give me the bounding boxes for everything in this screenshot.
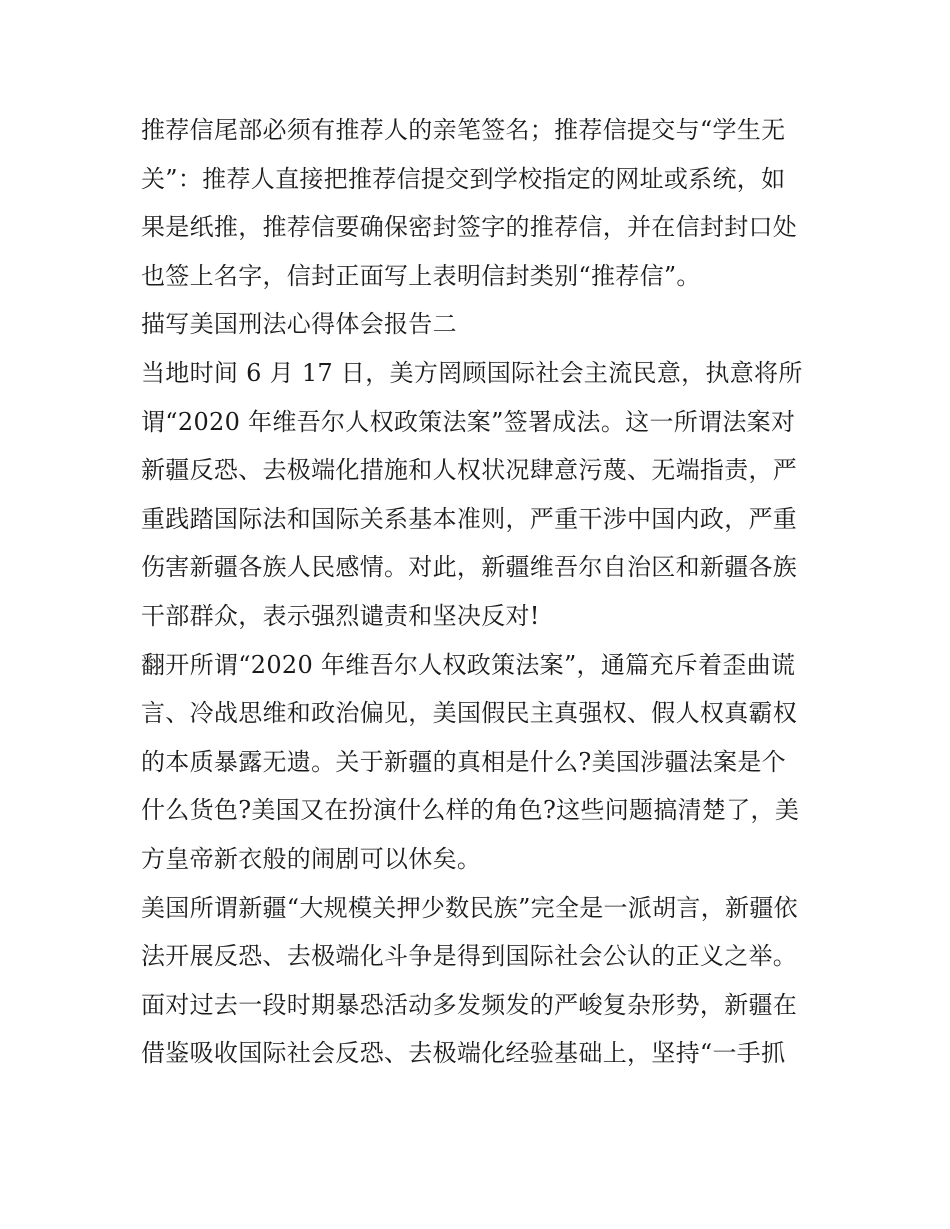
paragraph-law-analysis: 翻开所谓“2020 年维吾尔人权政策法案”，通篇充斥着歪曲谎 言、冷战思维和政治偏见，美国假民主真强权、假人权真霸权 的本质暴露无遗。关于新疆的真相是什么?美国涉疆法案是个 什么货色?美国又在扮演什么样的角色?这些问题搞清楚了，美 方皇帝新衣般的闹剧可以休矣。	[141, 650, 800, 873]
section-heading: 描写美国刑法心得体会报告二	[141, 310, 457, 339]
paragraph-recommendation-letter: 推荐信尾部必须有推荐人的亲笔签名；推荐信提交与“学生无 关”：推荐人直接把推荐信提交到学校指定的网址或系统，如 果是纸推，推荐信要确保密封签字的推荐信，并在信封封口处 也签上名字，信封正面写上表明信封类别“推荐信”。	[141, 116, 798, 290]
paragraph-law-signing: 当地时间 6 月 17 日，美方罔顾国际社会主流民意，执意将所 谓“2020 年维吾尔人权政策法案”签署成法。这一所谓法案对 新疆反恐、去极端化措施和人权状况肆意污蔑、无端指责，严 重践踏国际法和国际关系基本准则，严重干涉中国内政，严重 伤害新疆各族人民感情。对此，新疆维吾尔自治区和新疆各族 干部群众，表示强烈谴责和坚决反对!	[141, 358, 803, 630]
document-body	[141, 106, 813, 1078]
paragraph-counterterrorism: 美国所谓新疆“大规模关押少数民族”完全是一派胡言，新疆依 法开展反恐、去极端化斗争是得到国际社会公认的正义之举。 面对过去一段时期暴恐活动多发频发的严峻复杂形势，新疆在 借鉴吸收国际社会反恐、去极端化经验基础上，坚持“一手抓	[141, 893, 798, 1068]
